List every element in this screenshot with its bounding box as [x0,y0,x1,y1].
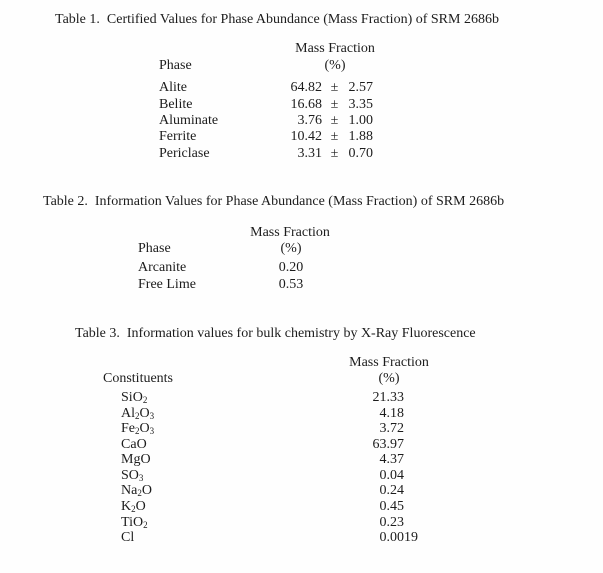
value-cell: 0.53 [278,276,304,292]
table1-mass-fraction-header: Mass Fraction [295,41,375,56]
constituent-cell: SiO$_2$ [121,390,148,406]
value-cell: 3.72 [379,421,404,437]
table-row [159,146,373,162]
plus-minus-symbol: ± [330,80,339,96]
table3-caption: Table 3. Information values for bulk chemistry by X-Ray Fluorescence [75,325,476,341]
table1-phase-header: Phase [159,57,192,73]
value-cell: 10.42 [290,129,322,145]
phase-cell: Belite [159,96,193,112]
plus-minus-symbol: ± [330,96,339,112]
phase-cell: Periclase [159,145,210,161]
value-cell: 0.20 [278,260,304,276]
table-row [121,452,432,468]
phase-cell: Free Lime [138,276,196,292]
value-cell: 0.24 [379,483,404,499]
phase-cell: Ferrite [159,129,197,145]
table1-caption: Table 1. Certified Values for Phase Abundance (Mass Fraction) of SRM 2686b [55,12,499,27]
table-row [159,113,373,129]
uncertainty-cell: 1.88 [348,129,373,145]
table-row [121,483,432,499]
value-cell: 3.31 [297,145,322,161]
value-cell: 0.04 [379,467,404,483]
table3-body [121,390,432,545]
table-row [159,129,373,145]
table3-constituents-header: Constituents [103,371,174,386]
value-cell: 3.76 [297,113,322,129]
plus-minus-symbol: ± [330,129,339,145]
table2-body [138,260,324,293]
value-cell: 63.97 [372,436,404,452]
table-row [121,390,432,406]
plus-minus-symbol: ± [330,145,339,161]
plus-minus-symbol: ± [330,113,339,129]
value-cell: 4.18 [379,405,404,421]
value-cell: 0.0019 [379,530,418,546]
table-row [121,515,432,531]
table3-unit-header: (%) [378,371,400,386]
uncertainty-cell: 1.00 [348,113,373,129]
constituent-cell: $K_2O$ [121,499,146,515]
table-row [121,499,432,515]
table-row [121,437,432,453]
value-cell: 16.68 [290,96,322,112]
table1-unit-header: (%) [324,57,346,73]
table2-phase-header: Phase [138,241,171,256]
table2-unit-header: (%) [280,241,302,256]
constituent-cell: $SO_3$ [121,467,144,483]
table-row [121,421,432,437]
value-cell: 4.37 [379,452,404,468]
phase-cell: Arcanite [138,260,187,276]
value-cell: 21.33 [372,390,404,406]
table2-mass-fraction-header: Mass Fraction [250,224,330,240]
table1-body [159,80,373,162]
table-row [159,80,373,96]
uncertainty-cell: 3.35 [348,96,373,112]
constituent-cell: Cl [121,530,135,546]
constituent-cell: $Na_2O$ [121,483,152,499]
phase-cell: Alite [159,80,187,96]
phase-cell: Aluminate [159,113,219,129]
constituent-cell: $Al_2O_3$ [121,405,155,421]
table3-mass-fraction-header: Mass Fraction [349,354,429,370]
constituent-cell: MgO [121,452,151,468]
constituent-cell: CaO [121,436,147,452]
value-cell: 0.45 [379,499,404,515]
table-row [121,406,432,422]
table-row [121,530,432,546]
table-row [121,468,432,484]
uncertainty-cell: 2.57 [348,80,373,96]
value-cell: 0.23 [379,514,404,530]
value-cell: 64.82 [290,80,322,96]
constituent-cell: TiO$_2$ [121,514,148,530]
table-row [159,97,373,113]
table-row [138,260,324,276]
table2-caption: Table 2. Information Values for Phase Abundance (Mass Fraction) of SRM 2686b [43,193,505,209]
uncertainty-cell: 0.70 [348,145,373,161]
table-row [138,277,324,293]
constituent-cell: $Fe_2O_3$ [121,421,155,437]
